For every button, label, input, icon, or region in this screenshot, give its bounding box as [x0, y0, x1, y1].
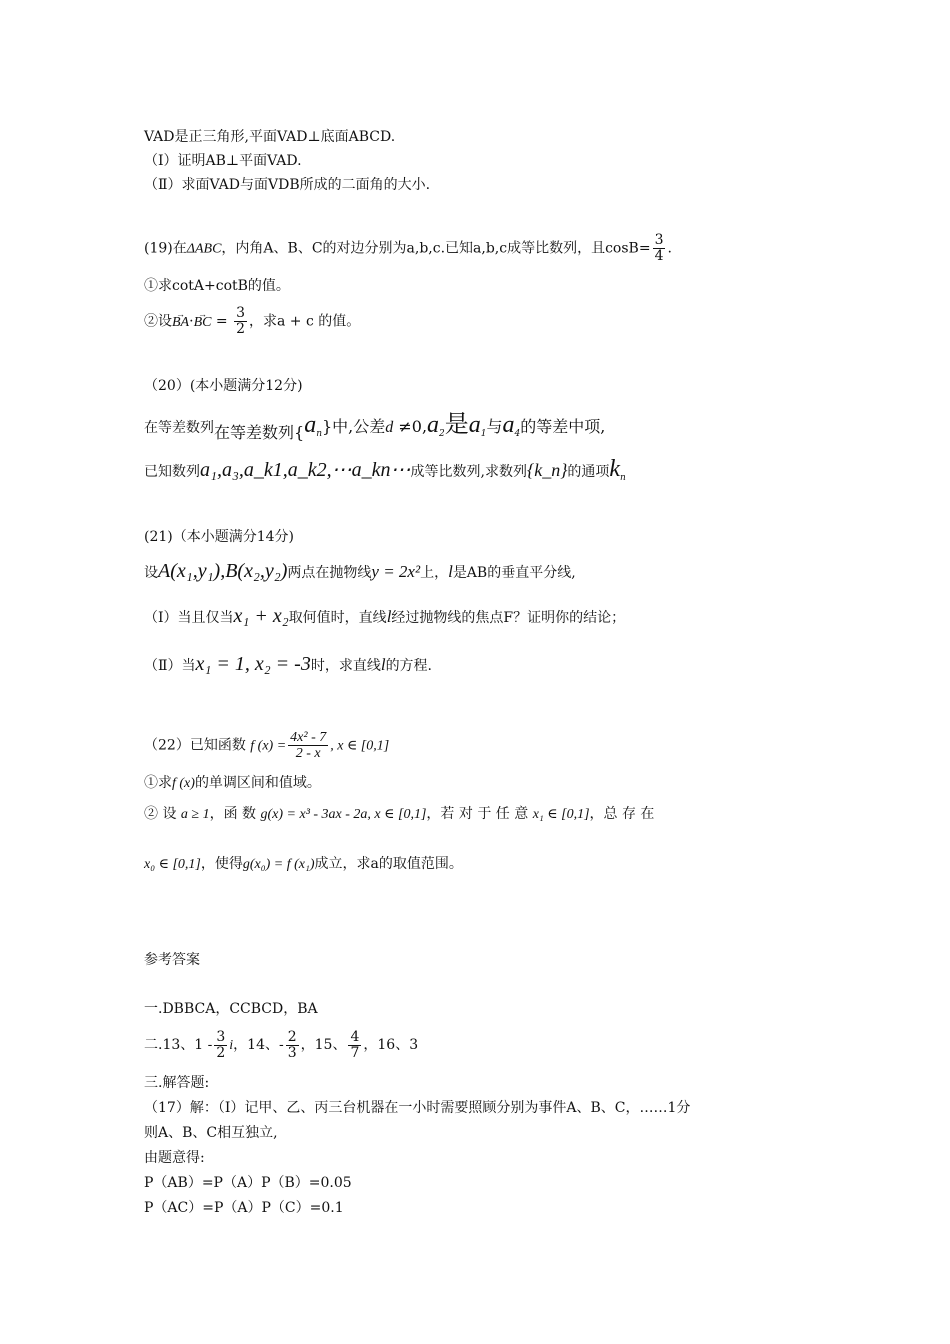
- p20-line-2: 已知数列a₁,a₃,a_k1,a_k2,⋯a_kn⋯成等比数列,求数列{k_n}的通项$k_n$: [144, 456, 626, 483]
- solution-17-line-4: P（AB）=P（A）P（B）=0.05: [144, 1175, 352, 1191]
- solution-17-line-2: 则A、B、C相互独立,: [144, 1125, 278, 1141]
- answers-section-1: 一.DBBCA，CCBCD，BA: [144, 1001, 318, 1017]
- answers-section-3: 三.解答题:: [144, 1075, 210, 1091]
- p20-sequence: a₁,a₃,a_k1,a_k2,⋯a_kn⋯: [200, 459, 411, 481]
- p22-question-2-cont: x₀ ∈ [0,1]，使得g(x₀) = f (x₁)成立，求a的取值范围。: [144, 856, 463, 872]
- p19-text: ，内角A、B、C的对边分别为a,b,c.已知a,b,c成等比数列，且cosB=: [221, 240, 651, 257]
- answers-section-2: 二.13、1 - $\frac{3}{2}$ i，14、- $\frac{2}{3}$ ，15、 $\frac{4}{7}$ ，16、3: [144, 1028, 419, 1061]
- ans-fraction-2: $\frac{2}{3}$: [287, 1028, 297, 1061]
- p22-question-2: ② 设 a ≥ 1，函 数 g(x) = x³ - 3ax - 2a, x ∈ [0,1]，若 对 于 任 意 x₁ ∈ [0,1]，总 存 在: [144, 806, 655, 822]
- solution-17-line-1: （17）解：（Ⅰ）记甲、乙、丙三台机器在一小时需要照顾分别为事件A、B、C，……1分: [144, 1100, 691, 1116]
- p21-part-2: （Ⅱ）当x₁ = 1, x₂ = -3时，求直线l的方程.: [144, 653, 433, 675]
- p18-line-1: VAD是正三角形,平面VAD⊥底面ABCD.: [144, 129, 396, 145]
- p21-part-1: （Ⅰ）当且仅当x₁ + x₂取何值时，直线l经过抛物线的焦点F？证明你的结论；: [144, 605, 626, 627]
- p22-question-1: ①求f (x)的单调区间和值域。: [144, 775, 321, 791]
- p19-label: (19)在: [144, 240, 187, 257]
- p21-line-1: 设A(x₁,y₁),B(x₂,y₂)两点在抛物线y = 2x²上，l是AB的垂直平分线,: [144, 560, 576, 582]
- vector-ba: → BA: [172, 313, 189, 333]
- solution-17-line-5: P（AC）=P（A）P（C）=0.1: [144, 1200, 344, 1216]
- p21-heading: (21)（本小题满分14分): [144, 529, 295, 545]
- ans-fraction-3: $\frac{4}{7}$: [350, 1028, 360, 1061]
- answers-title: 参考答案: [144, 952, 200, 968]
- p20-heading: （20）(本小题满分12分): [144, 378, 303, 394]
- p19-statement: (19)在ΔABC，内角A、B、C的对边分别为a,b,c.已知a,b,c成等比数列，且cosB= $\frac{3}{4}$ .: [144, 232, 672, 264]
- p19-question-1: ①求cotA+cotB的值。: [144, 278, 290, 294]
- p19-question-2: ②设→ BA·→ BC = $\frac{3}{2}$ ，求a + c 的值。: [144, 306, 360, 337]
- p19-fraction: $\frac{3}{2}$: [236, 305, 246, 337]
- vector-bc: → BC: [194, 313, 212, 333]
- solution-17-line-3: 由题意得:: [144, 1150, 205, 1166]
- p22-statement: （22）已知函数 f (x) = $\frac{\text{4x² - 7}}{2 - x}$ , x ∈ [0,1]: [144, 730, 390, 761]
- p20-line-1: 在等差数列在等差数列$\{a_n\}$中,公差$d \ne 0,a_2$是$a_1$与$a_4$的等差中项,: [144, 410, 606, 442]
- p22-fraction: $\frac{\text{4x² - 7}}{2 - x}$: [290, 730, 327, 761]
- ans-fraction-1: $\frac{3}{2}$: [216, 1028, 226, 1061]
- p18-part-2: （Ⅱ）求面VAD与面VDB所成的二面角的大小.: [144, 177, 431, 193]
- p19-cosb-fraction: $\frac{3}{4}$: [654, 232, 664, 264]
- p18-part-1: （Ⅰ）证明AB⊥平面VAD.: [144, 153, 302, 169]
- p19-triangle: ΔABC: [186, 241, 222, 257]
